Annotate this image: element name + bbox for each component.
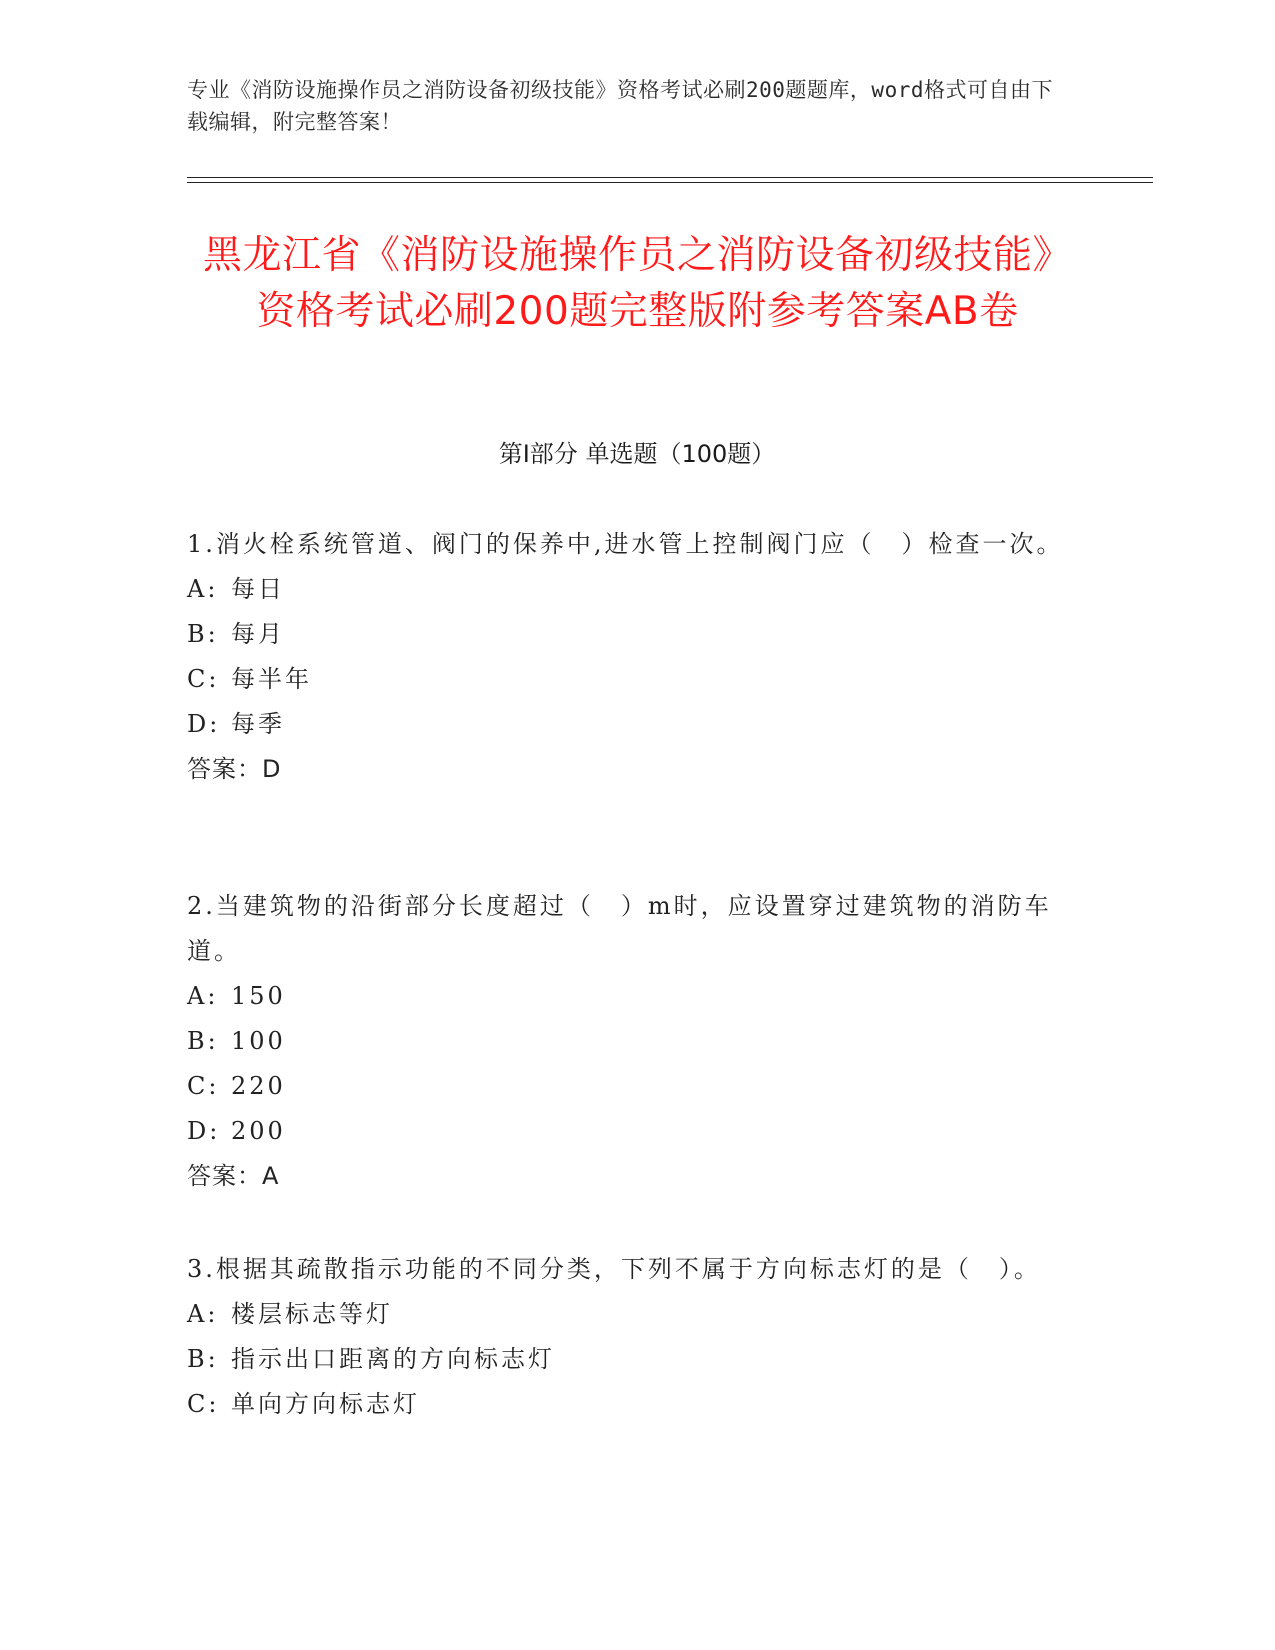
answer-line: 答案：A: [187, 1162, 280, 1190]
answer-line: 答案：D: [187, 755, 282, 783]
option-text: 200: [231, 1117, 286, 1145]
option-a: [187, 1292, 1087, 1337]
option-d: [187, 1109, 1087, 1154]
header-divider-bottom: [187, 182, 1153, 183]
option-text: 每半年: [231, 665, 312, 693]
option-a: [187, 974, 1087, 1019]
option-key: A:: [187, 1300, 219, 1328]
option-text: 220: [231, 1072, 286, 1100]
question-item: [187, 1247, 1087, 1427]
option-key: B:: [187, 620, 219, 648]
option-text: 每月: [231, 620, 285, 648]
header-note: 专业《消防设施操作员之消防设备初级技能》资格考试必刷200题题库，word格式可自由下载编辑，附完整答案！: [187, 78, 1053, 134]
question-stem: 1.消火栓系统管道、阀门的保养中,进水管上控制阀门应（ ）检查一次。: [187, 530, 1064, 558]
option-text: 每季: [231, 710, 285, 738]
question-stem: 3.根据其疏散指示功能的不同分类，下列不属于方向标志灯的是（ ）。: [187, 1255, 1041, 1283]
option-text: 150: [231, 982, 286, 1010]
question-item: [187, 884, 1087, 1199]
option-d: [187, 702, 1087, 747]
question-stem: 2.当建筑物的沿街部分长度超过（ ）m时，应设置穿过建筑物的消防车道。: [187, 892, 1052, 965]
option-a: [187, 567, 1087, 612]
option-c: [187, 657, 1087, 702]
option-b: [187, 1019, 1087, 1064]
option-key: A:: [187, 575, 219, 603]
option-key: A:: [187, 982, 219, 1010]
question-item: [187, 522, 1087, 792]
option-key: C:: [187, 665, 220, 693]
option-b: [187, 612, 1087, 657]
option-key: B:: [187, 1345, 219, 1373]
option-c: [187, 1382, 1087, 1427]
header-divider-top: [187, 177, 1153, 178]
option-key: D:: [187, 1117, 221, 1145]
option-key: C:: [187, 1390, 220, 1418]
option-text: 楼层标志等灯: [231, 1300, 393, 1328]
option-b: [187, 1337, 1087, 1382]
option-text: 单向方向标志灯: [231, 1390, 420, 1418]
option-text: 每日: [231, 575, 285, 603]
option-key: C:: [187, 1072, 220, 1100]
option-key: B:: [187, 1027, 219, 1055]
document-title: 黑龙江省《消防设施操作员之消防设备初级技能》资格考试必刷200题完整版附参考答案AB卷: [202, 233, 1072, 334]
option-key: D:: [187, 710, 221, 738]
option-c: [187, 1064, 1087, 1109]
option-text: 100: [231, 1027, 286, 1055]
option-text: 指示出口距离的方向标志灯: [231, 1345, 555, 1373]
section-heading: 第Ⅰ部分 单选题（100题）: [498, 440, 776, 468]
